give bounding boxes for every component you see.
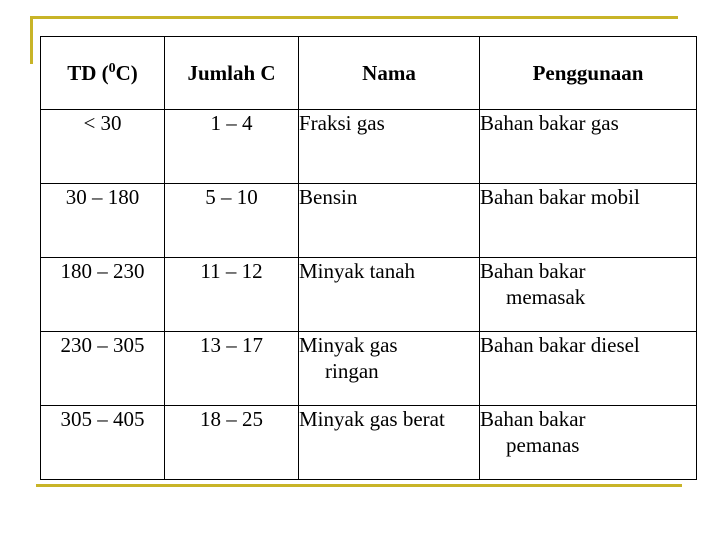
header-nama: Nama (299, 37, 480, 110)
cell-td: < 30 (41, 110, 165, 184)
table-row (41, 184, 697, 258)
cell-nama: Fraksi gas (299, 110, 480, 184)
decorative-bottom-rule (36, 484, 682, 487)
cell-td: 180 – 230 (41, 258, 165, 332)
table-row (41, 110, 697, 184)
cell-penggunaan: Bahan bakar memasak (480, 258, 697, 332)
table-row (41, 332, 697, 406)
header-penggunaan: Penggunaan (480, 37, 697, 110)
cell-td: 30 – 180 (41, 184, 165, 258)
cell-td: 230 – 305 (41, 332, 165, 406)
table-row (41, 258, 697, 332)
header-td: TD ($^0$C) (41, 37, 165, 110)
decorative-top-rule (30, 16, 678, 19)
cell-jumlah: 5 – 10 (165, 184, 299, 258)
table-row (41, 406, 697, 480)
cell-jumlah: 13 – 17 (165, 332, 299, 406)
cell-penggunaan: Bahan bakar pemanas (480, 406, 697, 480)
decorative-left-rule (30, 16, 33, 64)
cell-jumlah: 11 – 12 (165, 258, 299, 332)
cell-nama: Minyak tanah (299, 258, 480, 332)
cell-nama: Bensin (299, 184, 480, 258)
cell-jumlah: 18 – 25 (165, 406, 299, 480)
cell-jumlah: 1 – 4 (165, 110, 299, 184)
cell-nama: Minyak gas berat (299, 406, 480, 480)
cell-nama: Minyak gas ringan (299, 332, 480, 406)
cell-penggunaan: Bahan bakar mobil (480, 184, 697, 258)
header-jumlah-c: Jumlah C (165, 37, 299, 110)
distillation-table (40, 36, 697, 480)
cell-td: 305 – 405 (41, 406, 165, 480)
cell-penggunaan: Bahan bakar diesel (480, 332, 697, 406)
cell-penggunaan: Bahan bakar gas (480, 110, 697, 184)
table-header-row (41, 37, 697, 110)
